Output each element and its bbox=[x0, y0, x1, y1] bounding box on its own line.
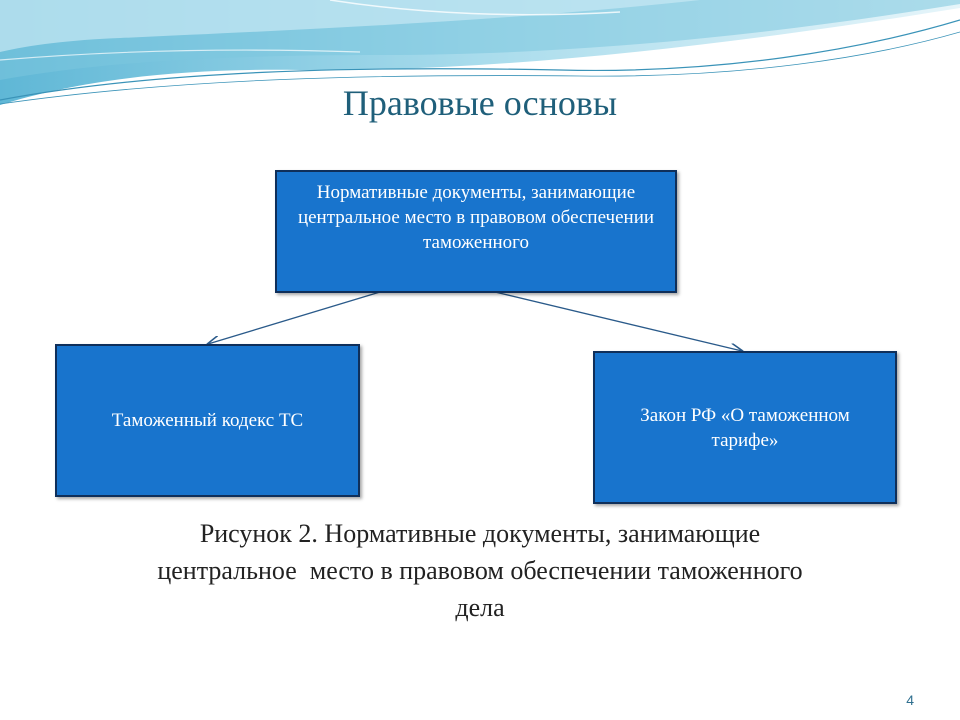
connector-to-right-box bbox=[495, 292, 742, 351]
slide-title: Правовые основы bbox=[342, 83, 618, 123]
top-box-normative-documents bbox=[275, 170, 677, 293]
page-number: 4 bbox=[906, 692, 914, 708]
left-box-label: Таможенный кодекс ТС bbox=[111, 410, 304, 431]
right-box-label: Закон РФ «О таможенном тарифе» bbox=[640, 404, 850, 451]
right-box-tariff-law bbox=[593, 351, 897, 504]
caption-line-2: центральное место в правовом обеспечении таможенного bbox=[157, 556, 803, 585]
top-box-label: Нормативные документы, занимающие центральное место в правовом обеспечении таможенного bbox=[297, 182, 655, 253]
caption-line-1: Рисунок 2. Нормативные документы, занимающие bbox=[199, 519, 761, 548]
connector-to-left-box bbox=[208, 292, 380, 344]
caption-line-3: дела bbox=[455, 593, 505, 622]
left-box-customs-code bbox=[55, 344, 360, 497]
figure-caption bbox=[60, 515, 900, 626]
